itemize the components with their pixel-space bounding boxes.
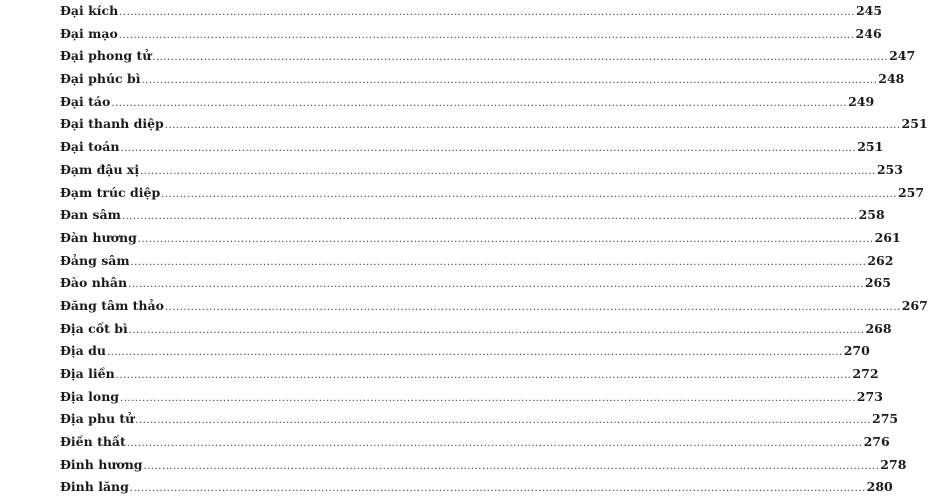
- entry-page-number: 257: [897, 184, 925, 200]
- entry-page-number: 273: [856, 388, 883, 404]
- dot-leader: [144, 456, 880, 479]
- entry-title: Đại thanh diệp: [60, 116, 164, 132]
- dot-leader: [130, 478, 866, 501]
- toc-entry: [60, 0, 883, 23]
- toc-entry: [60, 68, 905, 91]
- dot-leader: [122, 206, 858, 229]
- toc-entry: [60, 182, 925, 205]
- entry-page-number: 245: [855, 3, 883, 18]
- dot-leader: [128, 274, 864, 297]
- dot-leader: [119, 25, 855, 48]
- entry-title: Đại phong tử: [60, 48, 152, 64]
- entry-page-number: 270: [843, 343, 870, 359]
- toc-entry: [60, 295, 928, 318]
- dot-leader: [135, 410, 871, 433]
- entry-title: Đăng tâm thảo: [60, 297, 164, 313]
- table-of-contents: [60, 0, 928, 499]
- dot-leader: [140, 161, 876, 184]
- dot-leader: [127, 433, 863, 456]
- dot-leader: [152, 47, 888, 70]
- toc-entry: [60, 408, 899, 431]
- entry-title: Đinh hương: [60, 456, 143, 472]
- entry-title: Đại phúc bì: [60, 71, 141, 87]
- entry-page-number: 251: [857, 139, 884, 155]
- dot-leader: [131, 252, 867, 275]
- toc-entry: [60, 454, 907, 477]
- dot-leader: [161, 184, 897, 207]
- toc-entry: [60, 159, 903, 182]
- toc-entry: [60, 204, 885, 227]
- entry-title: Địa cốt bì: [60, 320, 128, 336]
- dot-leader: [116, 365, 852, 388]
- toc-entry: [60, 363, 879, 386]
- dot-leader: [120, 138, 856, 161]
- entry-title: Đinh lăng: [60, 479, 129, 495]
- toc-entry: [60, 45, 916, 68]
- entry-title: Đào nhân: [60, 275, 128, 291]
- toc-entry: [60, 476, 893, 499]
- toc-entry: [60, 318, 892, 341]
- toc-entry: [60, 91, 875, 114]
- toc-entry: [60, 272, 891, 295]
- entry-title: Địa liền: [60, 366, 115, 381]
- entry-page-number: 261: [874, 229, 901, 245]
- toc-entry: [60, 386, 883, 409]
- entry-title: Đàn hương: [60, 229, 137, 245]
- entry-title: Đại toán: [60, 139, 120, 155]
- entry-page-number: 246: [855, 25, 882, 41]
- dot-leader: [165, 297, 901, 320]
- entry-title: Điền thất: [60, 434, 126, 450]
- entry-page-number: 248: [878, 71, 905, 87]
- toc-entry: [60, 136, 884, 159]
- toc-entry: [60, 250, 894, 273]
- entry-page-number: 275: [872, 411, 899, 427]
- dot-leader: [119, 2, 855, 25]
- entry-title: Đại kích: [60, 3, 119, 18]
- dot-leader: [142, 70, 878, 93]
- entry-page-number: 265: [864, 275, 891, 291]
- entry-page-number: 262: [867, 252, 894, 268]
- entry-page-number: 267: [901, 297, 928, 313]
- entry-title: Đại táo: [60, 93, 111, 109]
- toc-entry: [60, 113, 928, 136]
- entry-title: Đan sâm: [60, 207, 121, 223]
- entry-page-number: 247: [889, 48, 916, 64]
- dot-leader: [111, 93, 847, 116]
- toc-entry: [60, 227, 901, 250]
- dot-leader: [107, 342, 843, 365]
- entry-title: Địa phu tử: [60, 411, 135, 427]
- toc-entry: [60, 431, 890, 454]
- entry-page-number: 258: [858, 207, 885, 223]
- entry-title: Địa long: [60, 388, 120, 404]
- entry-title: Đảng sâm: [60, 252, 130, 268]
- toc-entry: [60, 340, 870, 363]
- dot-leader: [129, 320, 865, 343]
- dot-leader: [120, 388, 856, 411]
- entry-page-number: 278: [880, 456, 907, 472]
- dot-leader: [165, 115, 901, 138]
- entry-page-number: 272: [852, 366, 879, 381]
- entry-title: Đạm đậu xị: [60, 161, 140, 177]
- toc-entry: [60, 23, 882, 46]
- entry-page-number: 249: [848, 93, 875, 109]
- entry-page-number: 280: [866, 479, 893, 495]
- entry-title: Địa du: [60, 343, 106, 359]
- dot-leader: [138, 229, 874, 252]
- entry-page-number: 268: [865, 320, 892, 336]
- entry-page-number: 276: [863, 434, 890, 450]
- entry-title: Đại mạo: [60, 25, 118, 41]
- entry-page-number: 253: [876, 161, 903, 177]
- entry-title: Đạm trúc diệp: [60, 184, 161, 200]
- entry-page-number: 251: [901, 116, 928, 132]
